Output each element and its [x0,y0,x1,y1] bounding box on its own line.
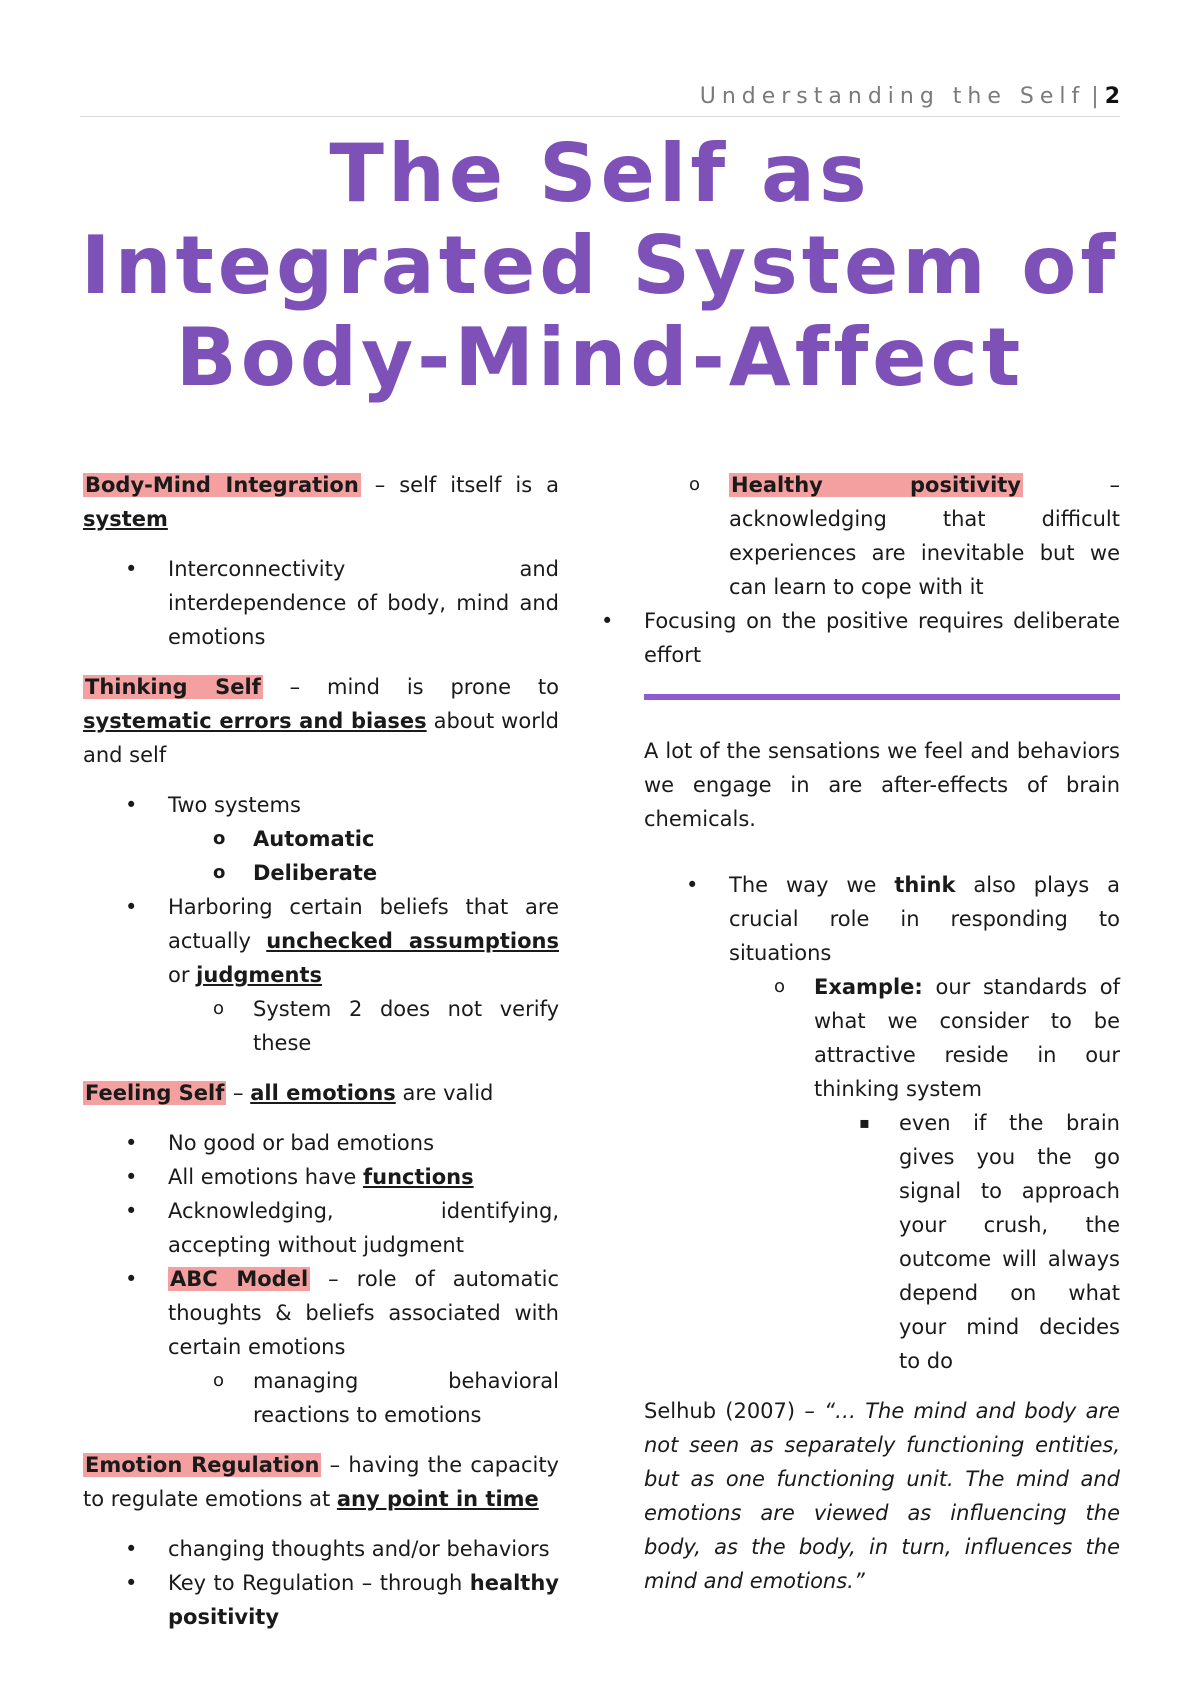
list-item [83,890,559,1060]
sub-list-item: o System 2 does not verify these [168,992,559,1060]
healthy-label: Healthy positivity [731,473,1021,497]
feeling-text-end: are valid [395,1081,494,1105]
list-item-text: Key to Regulation – through [168,1571,470,1595]
regulation-label: Emotion Regulation [85,1453,320,1477]
body-mind-text: – self itself is a [360,473,560,497]
bold-text: think [894,873,956,897]
thinking-text: – mind is prone to [262,675,559,699]
running-header [700,84,1120,109]
regulation-paragraph [83,1448,559,1516]
list-item-text: – role of automatic thoughts & beliefs associated with certain emotions [168,1267,559,1359]
sub-sub-list [814,1106,1120,1378]
body-mind-label: Body-Mind Integration [85,473,359,497]
feeling-underline: all emotions [250,1081,396,1105]
think-list [644,868,1120,1378]
body-mind-list [83,552,559,654]
sub-list [168,992,559,1060]
header-rule [80,116,1120,117]
section-divider [644,694,1120,700]
sub-list [729,970,1120,1378]
spacer [644,852,1120,868]
sub-sub-list-item: ▪ even if the brain gives you the go signal to approach your crush, the outcome will always depend on what your mind decides to do [814,1106,1120,1378]
healthy-list [644,468,1120,604]
body-mind-underline: system [83,507,168,531]
thinking-list [83,788,559,1060]
sub-list [168,822,559,890]
list-item [559,604,1120,672]
list-item: • changing thoughts and/or behaviors [83,1532,559,1566]
focus-list [644,604,1120,672]
list-item-text: All emotions have [168,1165,363,1189]
underline-text: unchecked assumptions [266,929,559,953]
page-title: The Self as Integrated System of Body-Mind-Affect [80,127,1120,404]
list-item-text: Focusing on the positive requires deliberate effort [644,609,1120,667]
feeling-paragraph [83,1076,559,1110]
list-item [83,1566,559,1634]
abc-model-label: ABC Model [170,1267,309,1291]
sub-list-item: o Deliberate [168,856,559,890]
regulation-list [83,1532,559,1634]
bold-text: healthy positivity [168,1571,559,1629]
list-item [644,868,1120,1378]
quote-author: Selhub (2007) – [644,1399,825,1423]
list-item-text: The way we [729,873,895,897]
sub-list-item [729,970,1120,1378]
left-column [83,468,559,1650]
sub-list-text: our standards of what we consider to be attractive reside in our thinking system [814,975,1120,1101]
regulation-text: – having the capacity to regulate emotions at [83,1453,559,1511]
list-item-text: also plays a crucial role in responding to situations [729,873,1120,965]
page-number: 2 [1104,84,1120,109]
quote-paragraph [644,1394,1120,1598]
underline-text: functions [362,1165,474,1189]
list-item-text: Harboring certain beliefs that are actually [168,895,559,953]
header-separator: | [1091,84,1099,109]
thinking-underline: systematic errors and biases [83,709,427,733]
body-mind-paragraph [83,468,559,536]
header-text: Understanding the Self [699,84,1086,109]
sub-list-item [644,468,1120,604]
feeling-text: – [226,1081,251,1105]
example-label: Example: [814,975,923,999]
list-item [83,788,559,890]
list-item-text: or [168,963,197,987]
right-column [644,468,1120,1614]
sub-list-item: o Automatic [168,822,559,856]
thinking-text-end: about world and self [83,709,559,767]
underline-text: judgments [196,963,322,987]
thinking-label: Thinking Self [85,675,261,699]
list-item: • No good or bad emotions [83,1126,559,1160]
list-item: • Acknowledging, identifying, accepting without judgment [83,1194,559,1262]
list-item [83,1262,559,1432]
sub-list-item: o managing behavioral reactions to emotions [168,1364,559,1432]
regulation-underline: any point in time [336,1487,539,1511]
healthy-text: – acknowledging that difficult experiences are inevitable but we can learn to cope with it [729,473,1120,599]
sub-list [168,1364,559,1432]
sensations-paragraph: A lot of the sensations we feel and behaviors we engage in are after-effects of brain chemicals. [644,739,1120,831]
list-item [83,1160,559,1194]
feeling-list [83,1126,559,1432]
thinking-paragraph [83,670,559,772]
quote-text: “… The mind and body are not seen as separately functioning entities, but as one functioning unit. The mind and emotions are viewed as influencing the body, as the body, in turn, influences the mind and emotions.” [644,1399,1120,1593]
list-item-text: Two systems [168,793,301,817]
feeling-label: Feeling Self [85,1081,225,1105]
list-item: • Interconnectivity and interdependence of body, mind and emotions [83,552,559,654]
